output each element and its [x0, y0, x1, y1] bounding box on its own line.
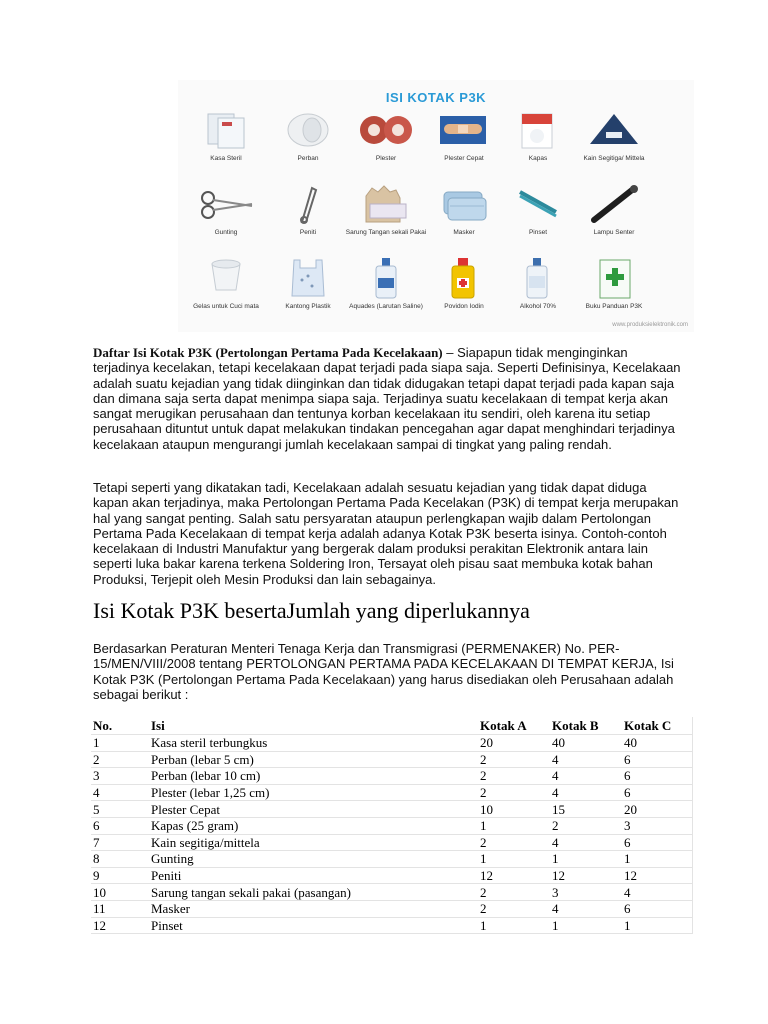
cell-no: 12	[91, 917, 149, 934]
cell-kotak-c: 6	[622, 751, 693, 768]
cell-kotak-c: 12	[622, 867, 693, 884]
cell-isi: Peniti	[149, 867, 478, 884]
table-row	[91, 751, 693, 768]
cell-kotak-a: 2	[478, 784, 550, 801]
table-row	[91, 900, 693, 917]
cell-isi: Pinset	[149, 917, 478, 934]
header-no: No.	[91, 717, 149, 735]
figure-item-peniti	[272, 182, 344, 250]
figure-item-aquades	[350, 256, 422, 324]
cell-no: 7	[91, 834, 149, 851]
figure-caption: Peniti	[299, 229, 317, 236]
cell-kotak-b: 4	[550, 784, 622, 801]
cell-isi: Masker	[149, 900, 478, 917]
gauze-icon	[200, 108, 252, 152]
cell-kotak-b: 4	[550, 768, 622, 785]
cell-kotak-b: 3	[550, 884, 622, 901]
cell-kotak-b: 2	[550, 817, 622, 834]
cell-isi: Perban (lebar 10 cm)	[149, 768, 478, 785]
cell-kotak-b: 4	[550, 751, 622, 768]
table-row	[91, 784, 693, 801]
tweezers-icon	[512, 182, 564, 226]
cell-kotak-b: 15	[550, 801, 622, 818]
cell-no: 1	[91, 735, 149, 752]
scissors-icon	[196, 182, 256, 226]
table-row	[91, 917, 693, 934]
intro-bold-title: Daftar Isi Kotak P3K (Pertolongan Pertama Pada Kecelakaan)	[93, 345, 443, 360]
figure-item-gelas	[190, 256, 262, 324]
figure-item-perban	[272, 108, 344, 176]
cell-kotak-b: 1	[550, 917, 622, 934]
intro-paragraph	[93, 345, 683, 452]
cell-isi: Gunting	[149, 851, 478, 868]
figure-item-kapas	[502, 108, 574, 176]
cell-isi: Kapas (25 gram)	[149, 817, 478, 834]
figure-item-buku-panduan	[578, 256, 650, 324]
figure-caption: Lampu Senter	[593, 229, 635, 236]
cell-kotak-c: 40	[622, 735, 693, 752]
intro-text: – Siapapun tidak menginginkan terjadinya kecelakan, tetapi kecelakaan dapat terjadi pada siapa saja. Seperti Definisinya, Kecelakaan adalah suatu kejadian yang tidak diinginkan dan tidak didugakan tetapi dapat terjadi pada kapan saja dan dimana saja serta dapat menimpa siapa saja. Terjadinya suatu kecelakaan di tempat kerja akan sangat merugikan perusahaan dan tentunya korban kecelakaan itu sendiri, oleh karena itu setiap perusahaan dituntut untuk dapat melakukan tindakan pencegahan agar dapat menghindari terjadinya kecelakaan ataupun mengurangi jumlah kecelakaan sampai di tingkat yang paling rendah.	[93, 345, 681, 452]
cotton-icon	[512, 108, 564, 152]
figure-caption: Kantong Plastik	[285, 303, 331, 310]
cell-kotak-b: 4	[550, 834, 622, 851]
table-row	[91, 735, 693, 752]
cell-kotak-c: 6	[622, 834, 693, 851]
table-row	[91, 768, 693, 785]
cell-isi: Kain segitiga/mittela	[149, 834, 478, 851]
bandage-roll-icon	[282, 108, 334, 152]
paragraph-3: Berdasarkan Peraturan Menteri Tenaga Kerja dan Transmigrasi (PERMENAKER) No. PER-15/MEN/VIII/2008 tentang PERTOLONGAN PERTAMA PADA KECELAKAAN DI TEMPAT KERJA, Isi Kotak P3K (Pertolongan Pertama Pada Kecelakaan) yang harus disediakan oleh Perusahaan adalah sebagai berikut :	[93, 641, 674, 702]
cell-kotak-b: 4	[550, 900, 622, 917]
table-body	[91, 735, 693, 934]
figure-item-gunting	[190, 182, 262, 250]
paragraph-2: Tetapi seperti yang dikatakan tadi, Kecelakaan adalah sesuatu kejadian yang tidak dapat diduga kapan akan terjadinya, maka Pertolongan Pertama Pada Kecelakan (P3K) di tempat kerja merupakan hal yang sangat penting. Salah satu persyaratan ataupun perlengkapan wajib dalam Pertolongan Pertama Pada Kecelakaan di tempat kerja adalah adanya Kotak P3K beserta isinya. Contoh-contoh kecelakaan di Industri Manufaktur yang bergerak dalam produksi perakitan Elektronik antara lain seperti luka bakar karena terkena Soldering Iron, Tersayat oleh pisau saat membuka kotak bahan Produksi, Terjepit oleh Mesin Produksi dan lain sebagainya.	[93, 480, 679, 587]
cell-kotak-c: 4	[622, 884, 693, 901]
figure-caption: Buku Panduan P3K	[585, 303, 643, 310]
saline-bottle-icon	[360, 256, 412, 300]
cell-no: 11	[91, 900, 149, 917]
cell-isi: Perban (lebar 5 cm)	[149, 751, 478, 768]
figure-item-povidon-iodin	[428, 256, 500, 324]
table-row	[91, 801, 693, 818]
table-row	[91, 851, 693, 868]
cell-no: 8	[91, 851, 149, 868]
cell-kotak-a: 1	[478, 851, 550, 868]
cell-kotak-a: 12	[478, 867, 550, 884]
cell-kotak-c: 1	[622, 851, 693, 868]
cell-kotak-a: 1	[478, 817, 550, 834]
cell-kotak-c: 1	[622, 917, 693, 934]
header-kotak-c: Kotak C	[622, 717, 693, 735]
eye-cup-icon	[200, 256, 252, 300]
figure-watermark: www.produksielektronik.com	[612, 322, 688, 328]
figure-caption: Povidon Iodin	[444, 303, 484, 310]
first-aid-kit-figure	[178, 80, 694, 332]
table-header-row	[91, 717, 693, 735]
figure-caption: Pinset	[528, 229, 548, 236]
header-kotak-b: Kotak B	[550, 717, 622, 735]
cell-kotak-c: 6	[622, 784, 693, 801]
cell-isi: Sarung tangan sekali pakai (pasangan)	[149, 884, 478, 901]
figure-item-pinset	[502, 182, 574, 250]
cell-kotak-b: 1	[550, 851, 622, 868]
figure-item-lampu-senter	[578, 182, 650, 250]
cell-no: 9	[91, 867, 149, 884]
table-row	[91, 834, 693, 851]
header-kotak-a: Kotak A	[478, 717, 550, 735]
cell-no: 2	[91, 751, 149, 768]
alcohol-bottle-icon	[512, 256, 564, 300]
guide-book-icon	[588, 256, 640, 300]
figure-caption: Masker	[453, 229, 475, 236]
figure-caption: Perban	[297, 155, 319, 162]
figure-caption: Gunting	[214, 229, 238, 236]
mask-icon	[434, 182, 494, 226]
cell-kotak-a: 2	[478, 751, 550, 768]
cell-no: 3	[91, 768, 149, 785]
cell-no: 10	[91, 884, 149, 901]
figure-caption: Aquades (Larutan Saline)	[349, 303, 423, 310]
cell-isi: Kasa steril terbungkus	[149, 735, 478, 752]
table-row	[91, 867, 693, 884]
figure-caption: Sarung Tangan sekali Pakai	[345, 229, 427, 236]
figure-caption: Plester	[375, 155, 397, 162]
cell-kotak-a: 2	[478, 834, 550, 851]
figure-title: ISI KOTAK P3K	[385, 90, 487, 105]
safety-pin-icon	[282, 182, 334, 226]
figure-caption: Kain Segitiga/ Mittela	[583, 155, 645, 162]
section-heading: Isi Kotak P3K besertaJumlah yang diperlukannya	[93, 598, 530, 623]
figure-item-kantong-plastik	[272, 256, 344, 324]
tape-roll-icon	[356, 108, 416, 152]
figure-item-sarung-tangan	[345, 182, 427, 250]
gloves-icon	[356, 182, 416, 226]
figure-item-plester-cepat	[428, 108, 500, 176]
cell-kotak-c: 6	[622, 900, 693, 917]
sling-icon	[584, 108, 644, 152]
plastic-bag-icon	[282, 256, 334, 300]
iodine-bottle-icon	[438, 256, 490, 300]
figure-item-alkohol	[502, 256, 574, 324]
table-row	[91, 817, 693, 834]
figure-item-plester	[350, 108, 422, 176]
figure-caption: Plester Cepat	[444, 155, 484, 162]
figure-caption: Gelas untuk Cuci mata	[193, 303, 259, 310]
cell-kotak-a: 2	[478, 884, 550, 901]
table-row	[91, 884, 693, 901]
figure-caption: Kasa Steril	[210, 155, 242, 162]
cell-no: 6	[91, 817, 149, 834]
cell-kotak-c: 6	[622, 768, 693, 785]
cell-kotak-a: 20	[478, 735, 550, 752]
cell-no: 5	[91, 801, 149, 818]
cell-kotak-a: 1	[478, 917, 550, 934]
figure-item-masker	[428, 182, 500, 250]
cell-kotak-b: 12	[550, 867, 622, 884]
figure-item-kasa-steril	[190, 108, 262, 176]
figure-item-kain-segitiga	[578, 108, 650, 176]
flashlight-icon	[584, 182, 644, 226]
figure-caption: Alkohol 70%	[519, 303, 557, 310]
cell-isi: Plester (lebar 1,25 cm)	[149, 784, 478, 801]
cell-no: 4	[91, 784, 149, 801]
adhesive-bandage-icon	[434, 108, 494, 152]
cell-kotak-c: 20	[622, 801, 693, 818]
cell-kotak-a: 2	[478, 900, 550, 917]
figure-caption: Kapas	[528, 155, 548, 162]
cell-kotak-a: 2	[478, 768, 550, 785]
header-isi: Isi	[149, 717, 478, 735]
cell-isi: Plester Cepat	[149, 801, 478, 818]
cell-kotak-c: 3	[622, 817, 693, 834]
cell-kotak-a: 10	[478, 801, 550, 818]
first-aid-contents-table	[91, 717, 693, 934]
cell-kotak-b: 40	[550, 735, 622, 752]
